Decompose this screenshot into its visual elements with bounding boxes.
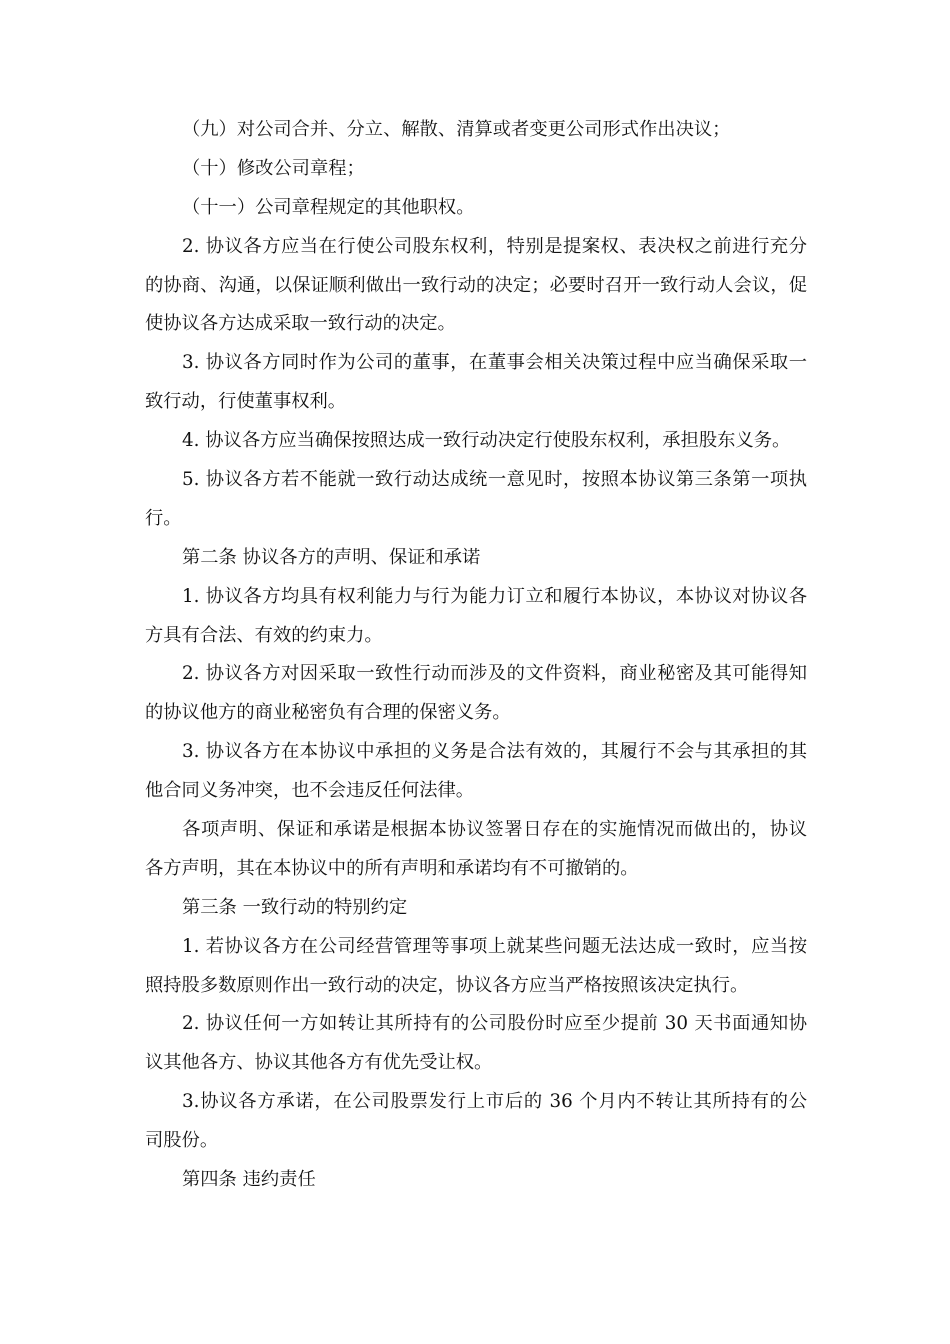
paragraph <box>145 811 807 889</box>
paragraph-line: 2. 协议各方应当在行使公司股东权利，特别是提案权、表决权之前进行充分 <box>182 235 807 257</box>
paragraph <box>145 111 807 150</box>
paragraph-line: 第二条 协议各方的声明、保证和承诺 <box>182 546 481 568</box>
paragraph <box>145 1005 807 1083</box>
paragraph-line: 2. 协议各方对因采取一致性行动而涉及的文件资料，商业秘密及其可能得知 <box>182 663 807 685</box>
paragraph-line: 司股份。 <box>145 1130 219 1152</box>
paragraph <box>145 1083 807 1161</box>
document-page <box>145 111 807 1200</box>
paragraph-line: 第四条 违约责任 <box>182 1169 316 1191</box>
paragraph-line: 的协商、沟通，以保证顺利做出一致行动的决定；必要时召开一致行动人会议，促 <box>145 274 807 296</box>
paragraph <box>145 422 807 461</box>
paragraph <box>145 889 807 928</box>
paragraph <box>145 578 807 656</box>
paragraph-line: 5. 协议各方若不能就一致行动达成统一意见时，按照本协议第三条第一项执 <box>182 469 807 491</box>
paragraph-line: 照持股多数原则作出一致行动的决定，协议各方应当严格按照该决定执行。 <box>145 974 749 996</box>
paragraph-line: 1. 若协议各方在公司经营管理等事项上就某些问题无法达成一致时，应当按 <box>182 935 807 957</box>
paragraph <box>145 461 807 539</box>
paragraph <box>145 189 807 228</box>
paragraph-line: 2. 协议任何一方如转让其所持有的公司股份时应至少提前 30 天书面通知协 <box>182 1013 807 1035</box>
paragraph-line: 3.协议各方承诺，在公司股票发行上市后的 36 个月内不转让其所持有的公 <box>182 1091 807 1113</box>
paragraph-line: 4. 协议各方应当确保按照达成一致行动决定行使股东权利，承担股东义务。 <box>182 430 791 452</box>
paragraph-line: 1. 协议各方均具有权利能力与行为能力订立和履行本协议，本协议对协议各 <box>182 585 807 607</box>
paragraph <box>145 733 807 811</box>
paragraph-line: （十一）公司章程规定的其他职权。 <box>182 196 475 218</box>
paragraph <box>145 228 807 345</box>
paragraph-line: 的协议他方的商业秘密负有合理的保密义务。 <box>145 702 511 724</box>
paragraph-line: （九）对公司合并、分立、解散、清算或者变更公司形式作出决议； <box>182 119 731 140</box>
paragraph-line: 3. 协议各方同时作为公司的董事，在董事会相关决策过程中应当确保采取一 <box>182 352 807 374</box>
paragraph-line: 行。 <box>145 507 182 529</box>
paragraph-line: 使协议各方达成采取一致行动的决定。 <box>145 313 456 335</box>
paragraph-line: 各项声明、保证和承诺是根据本协议签署日存在的实施情况而做出的，协议 <box>182 819 807 841</box>
paragraph-line: 议其他各方、协议其他各方有优先受让权。 <box>145 1052 493 1074</box>
paragraph-line: 第三条 一致行动的特别约定 <box>182 896 408 918</box>
paragraph-line: 致行动，行使董事权利。 <box>145 391 347 413</box>
paragraph <box>145 344 807 422</box>
paragraph-line: 各方声明，其在本协议中的所有声明和承诺均有不可撤销的。 <box>145 857 639 879</box>
paragraph-line: 方具有合法、有效的约束力。 <box>145 624 383 646</box>
paragraph-line: （十）修改公司章程； <box>182 157 365 179</box>
paragraph-line: 他合同义务冲突，也不会违反任何法律。 <box>145 780 475 802</box>
paragraph-line: 3. 协议各方在本协议中承担的义务是合法有效的，其履行不会与其承担的其 <box>182 741 807 763</box>
paragraph <box>145 655 807 733</box>
paragraph <box>145 928 807 1006</box>
paragraph <box>145 1161 807 1200</box>
paragraph <box>145 150 807 189</box>
paragraph <box>145 539 807 578</box>
